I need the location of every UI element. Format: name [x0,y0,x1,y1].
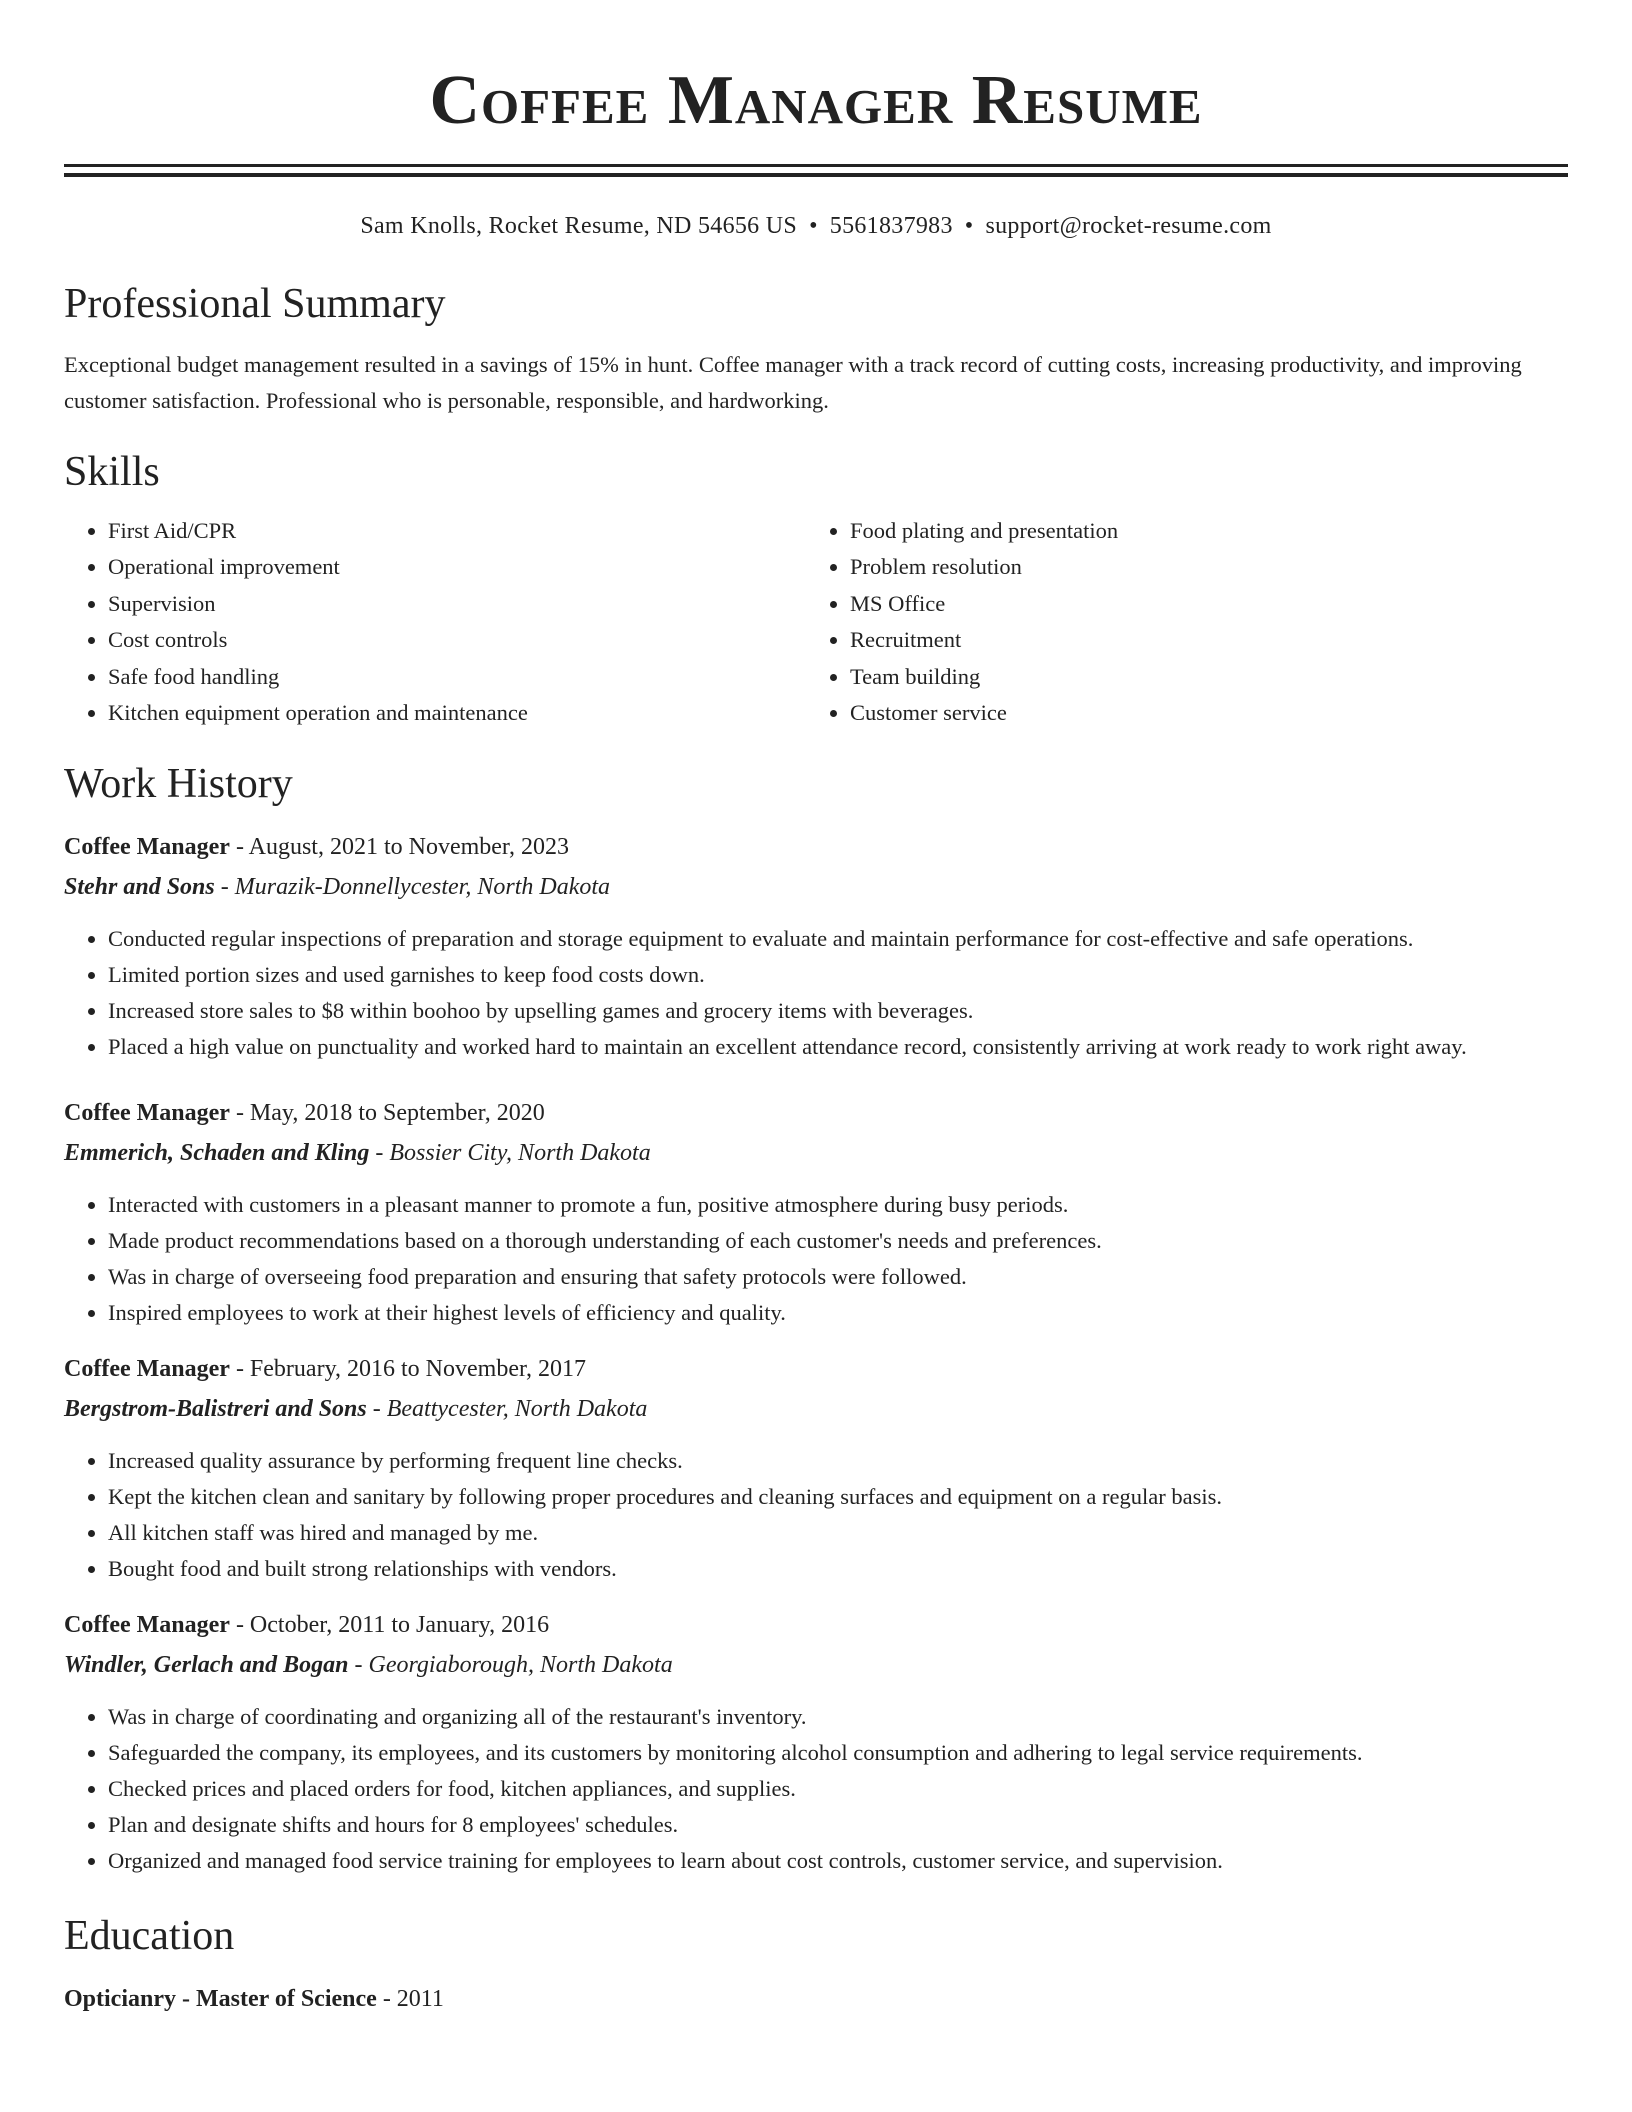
employer-line [64,1649,1568,1681]
job-dates: - August, 2021 to November, 2023 [229,834,569,861]
job-dates: - May, 2018 to September, 2020 [229,1100,545,1127]
duty-item: • Inspired employees to work at their highest levels of efficiency and quality. [108,1295,1568,1331]
skill-item: • Safe food handling [108,659,806,695]
job-duties [64,1187,1568,1331]
contact-address: Sam Knolls, Rocket Resume, ND 54656 US [360,213,798,239]
skill-item: • Supervision [108,586,806,622]
job-title: Coffee Manager [64,1100,230,1127]
job-entry [64,831,1568,1065]
skill-item: • Problem resolution [850,549,1548,585]
contact-line [64,211,1568,241]
job-title-line [64,1353,1568,1385]
job-title: Coffee Manager [64,1612,230,1639]
job-duties [64,1443,1568,1587]
contact-phone: 5561837983 [829,213,953,239]
job-dates: - February, 2016 to November, 2017 [229,1356,587,1383]
education-degree: Opticianry - Master of Science [64,1986,377,2013]
job-duties [64,921,1568,1065]
employer-line [64,871,1568,903]
duty-item: • Limited portion sizes and used garnishes to keep food costs down. [108,957,1568,993]
skills-left-column [64,513,806,731]
job-entry [64,1353,1568,1587]
contact-separator: • [964,213,974,239]
job-title-line [64,1609,1568,1641]
skills-grid [64,513,1568,731]
employer-location: - Murazik-Donnellycester, North Dakota [214,874,611,901]
work-history-heading: Work History [64,761,293,808]
employer-line [64,1393,1568,1425]
employer-line [64,1137,1568,1169]
skill-item: • Food plating and presentation [850,513,1548,549]
skill-item: • Customer service [850,695,1548,731]
duty-item: • All kitchen staff was hired and managed by me. [108,1515,1568,1551]
contact-email: support@rocket-resume.com [985,213,1272,239]
education-year: - 2011 [376,1986,444,2013]
skill-item: • Kitchen equipment operation and maintenance [108,695,806,731]
duty-item: • Increased store sales to $8 within boohoo by upselling games and grocery items with beverages. [108,993,1568,1029]
employer-location: - Bossier City, North Dakota [369,1140,651,1167]
employer-location: - Beattycester, North Dakota [366,1396,648,1423]
job-title-line [64,831,1568,863]
employer-name: Stehr and Sons [64,874,215,901]
skill-item: • Cost controls [108,622,806,658]
employer-location: - Georgiaborough, North Dakota [348,1652,673,1679]
skill-item: • MS Office [850,586,1548,622]
resume-title: Coffee Manager Resume [429,62,1203,139]
education-entry [64,1983,1568,2015]
employer-name: Bergstrom-Balistreri and Sons [64,1396,367,1423]
duty-item: • Organized and managed food service training for employees to learn about cost controls, customer service, and supervision. [108,1843,1568,1879]
job-duties [64,1699,1568,1879]
duty-item: • Safeguarded the company, its employees, and its customers by monitoring alcohol consumption and adhering to legal service requirements. [108,1735,1568,1771]
skills-right-column [806,513,1548,731]
duty-item: • Increased quality assurance by performing frequent line checks. [108,1443,1568,1479]
title-rule-top [64,164,1568,167]
employer-name: Windler, Gerlach and Bogan [64,1652,349,1679]
duty-item: • Was in charge of coordinating and organizing all of the restaurant's inventory. [108,1699,1568,1735]
summary-text: Exceptional budget management resulted in a savings of 15% in hunt. Coffee manager with a track record of cutting costs, increasing productivity, and improving customer satisfaction. Professional who is personable, responsible, and hardworking. [64,352,1522,413]
job-dates: - October, 2011 to January, 2016 [229,1612,550,1639]
skill-item: • Operational improvement [108,549,806,585]
education-heading: Education [64,1913,235,1960]
job-entry [64,1609,1568,1879]
job-title: Coffee Manager [64,834,230,861]
job-entry [64,1097,1568,1331]
duty-item: • Interacted with customers in a pleasant manner to promote a fun, positive atmosphere during busy periods. [108,1187,1568,1223]
duty-item: • Was in charge of overseeing food preparation and ensuring that safety protocols were followed. [108,1259,1568,1295]
duty-item: • Conducted regular inspections of preparation and storage equipment to evaluate and maintain performance for cost-effective and safe operations. [108,921,1568,957]
skill-item: • First Aid/CPR [108,513,806,549]
duty-item: • Kept the kitchen clean and sanitary by following proper procedures and cleaning surfaces and equipment on a regular basis. [108,1479,1568,1515]
title-rule-bottom [64,173,1568,177]
job-title: Coffee Manager [64,1356,230,1383]
duty-item: • Plan and designate shifts and hours for 8 employees' schedules. [108,1807,1568,1843]
summary-heading: Professional Summary [64,281,446,327]
skill-item: • Recruitment [850,622,1548,658]
contact-separator: • [809,213,818,239]
duty-item: • Made product recommendations based on a thorough understanding of each customer's needs and preferences. [108,1223,1568,1259]
duty-item: • Bought food and built strong relationships with vendors. [108,1551,1568,1587]
duty-item: • Checked prices and placed orders for food, kitchen appliances, and supplies. [108,1771,1568,1807]
job-title-line [64,1097,1568,1129]
skills-heading: Skills [64,449,160,495]
skill-item: • Team building [850,659,1548,695]
duty-item: • Placed a high value on punctuality and worked hard to maintain an excellent attendance record, consistently arriving at work ready to work right away. [108,1029,1568,1065]
employer-name: Emmerich, Schaden and Kling [64,1140,370,1167]
